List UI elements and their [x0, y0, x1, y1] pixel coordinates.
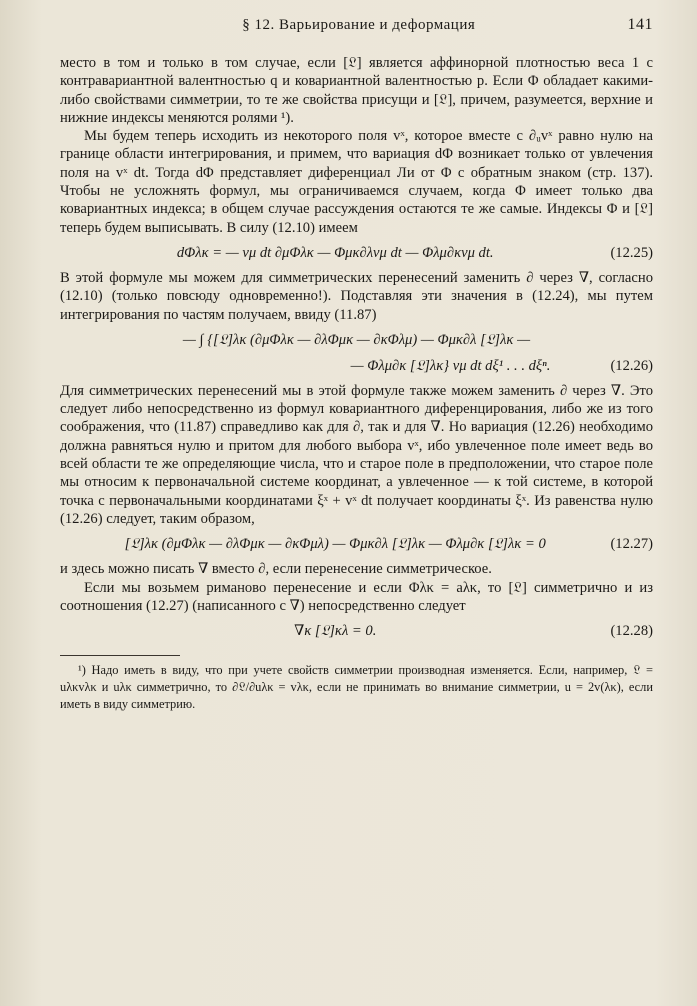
equation-12-26-line2	[60, 356, 653, 376]
equation-expression: ∇κ [𝔏]κλ = 0.	[294, 623, 377, 640]
equation-number: (12.26)	[610, 357, 653, 374]
equation-12-25	[60, 243, 653, 263]
paragraph-2: Мы будем теперь исходить из некоторого поля vˣ, которое вместе с ∂ᵤvˣ равно нулю на границе области интегрирования, и примем, что вариация dΦ возникает только от увлечения поля на vˣ dt. Тогда dΦ представляет диференциал Ли от Φ с обратным знаком (стр. 137). Чтобы не усложнять формул, мы ограничиваемся случаем, когда Φ имеет только два ковариантных индекса; в общем случае рассуждения остаются те же самые. Индексы Φ и [𝔏] теперь будем выписывать. В силу (12.10) имеем	[60, 128, 653, 236]
equation-number: (12.25)	[610, 244, 653, 261]
section-title: § 12. Варьирование и деформация	[242, 17, 476, 33]
equation-12-28	[60, 621, 653, 641]
equation-expression: dΦλκ = — vμ dt ∂μΦλκ — Φμκ∂λvμ dt — Φλμ∂κvμ dt.	[176, 244, 494, 261]
paragraph-1: место в том и только в том случае, если [𝔏] является аффинорной плотностью веса 1 с контравариантной валентностью q и ковариантной валентностью p. Если Φ обладает какими-либо свойствами симметрии, то те же свойства присущи и [𝔏], причем, разумеется, верхние и нижние индексы меняются ролями ¹).	[60, 55, 653, 126]
equation-expression: [𝔏]λκ (∂μΦλκ — ∂λΦμκ — ∂κΦμλ) — Φμκ∂λ [𝔏]λκ — Φλμ∂κ [𝔏]λκ = 0	[124, 536, 546, 553]
equation-12-26-line1	[60, 330, 653, 350]
equation-expression: — Φλμ∂κ [𝔏]λκ} vμ dt dξ¹ . . . dξⁿ.	[350, 357, 551, 374]
footnote: ¹) Надо иметь в виду, что при учете свойств симметрии производная изменяется. Если, например, 𝔏 = uλκvλκ и uλκ симметрично, то ∂𝔏/∂uλκ = vλκ, если не принимать во внимание симметрии, u = 2v(λκ), если иметь в виду симметрию.	[60, 663, 653, 712]
paragraph-5: и здесь можно писать ∇ вместо ∂, если перенесение симметрическое.	[60, 561, 492, 578]
footnote-divider	[60, 655, 180, 656]
running-header	[60, 16, 653, 34]
paragraph-4: Для симметрических перенесений мы в этой формуле также можем заменить ∂ через ∇. Это следует либо непосредственно из формул ковариантного диференцирования, либо же из того соображения, что (11.87) справедливо как для ∂, так и для ∇. Но вариация (12.26) необходимо должна равняться нулю и притом для любого выбора vˣ, ибо увлеченное поле имеет ведь во всей области те же определяющие числа, что и старое поле в предположении, что старое поле мы относим к первоначальной системе координат, а увлеченное — к той системе, в которой точка с первоначальными координатами ξˣ + vˣ dt получает координаты ξˣ. Из равенства нулю (12.26) следует, таким образом,	[60, 382, 653, 527]
paragraph-6: Если мы возьмем риманово перенесение и если Φλκ = aλκ, то [𝔏] симметрично и из соотношения (12.27) (написанного с ∇) непосредственно следует	[60, 579, 653, 614]
equation-number: (12.27)	[610, 536, 653, 553]
paragraph-3: В этой формуле мы можем для симметрических перенесений заменить ∂ через ∇, согласно (12.10) (только повсюду одновременно!). Подставляя эти значения в (12.24), мы путем интегрирования по частям получаем, ввиду (11.87)	[60, 269, 653, 323]
equation-expression: — ∫ {[𝔏]λκ (∂μΦλκ — ∂λΦμκ — ∂κΦλμ) — Φμκ∂λ [𝔏]λκ —	[182, 331, 531, 348]
equation-12-27	[60, 534, 653, 554]
page-number: 141	[627, 16, 653, 33]
equation-number: (12.28)	[610, 623, 653, 640]
